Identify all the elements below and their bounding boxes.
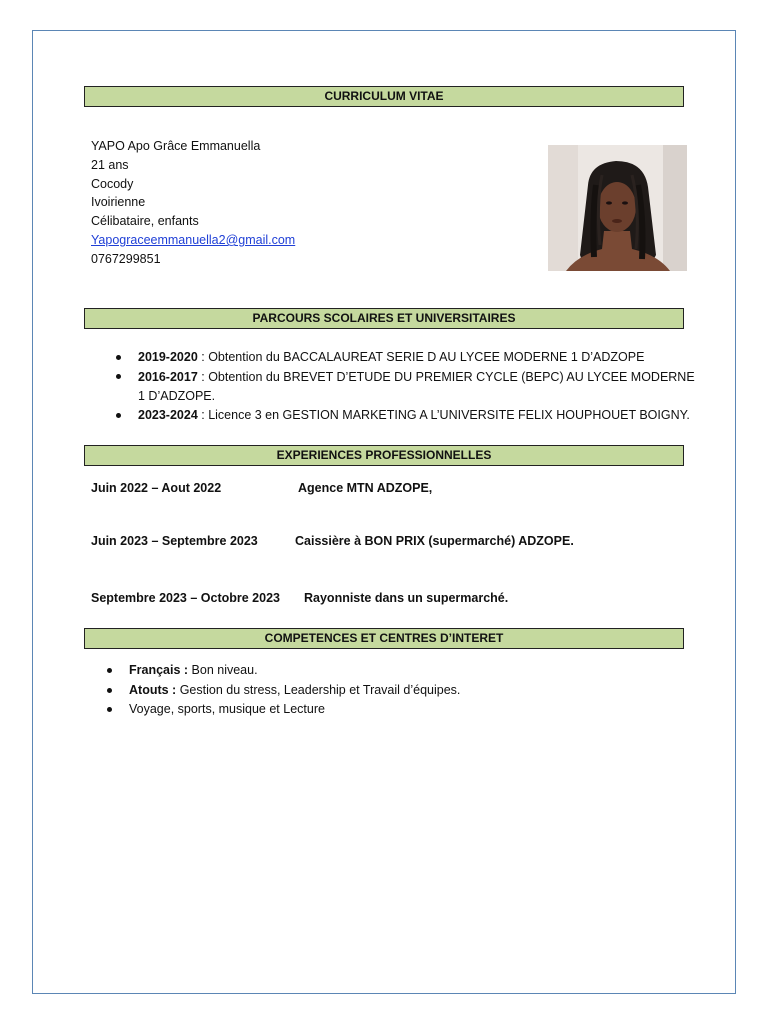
skill-item: Atouts : Gestion du stress, Leadership et Travail d’équipes. bbox=[129, 683, 461, 697]
phone: 0767299851 bbox=[91, 252, 161, 266]
skills-section-bar: COMPETENCES ET CENTRES D’INTERET bbox=[84, 628, 684, 649]
education-section-bar: PARCOURS SCOLAIRES ET UNIVERSITAIRES bbox=[84, 308, 684, 329]
bullet-icon bbox=[116, 413, 121, 418]
city: Cocody bbox=[91, 177, 134, 191]
nationality: Ivoirienne bbox=[91, 195, 146, 209]
bullet-icon bbox=[107, 668, 112, 673]
experience-period: Septembre 2023 – Octobre 2023 bbox=[91, 591, 280, 605]
experience-role: Agence MTN ADZOPE, bbox=[298, 481, 433, 495]
bullet-icon bbox=[116, 374, 121, 379]
cv-title-bar: CURRICULUM VITAE bbox=[84, 86, 684, 107]
experience-period: Juin 2023 – Septembre 2023 bbox=[91, 534, 258, 548]
skill-item: Français : Bon niveau. bbox=[129, 663, 258, 677]
education-item: 2019-2020 : Obtention du BACCALAUREAT SERIE D AU LYCEE MODERNE 1 D’ADZOPE bbox=[138, 350, 645, 364]
age: 21 ans bbox=[91, 158, 129, 172]
marital-status: Célibataire, enfants bbox=[91, 214, 199, 228]
experience-role: Caissière à BON PRIX (supermarché) ADZOPE. bbox=[295, 534, 574, 548]
education-item: 2023-2024 : Licence 3 en GESTION MARKETING A L’UNIVERSITE FELIX HOUPHOUET BOIGNY. bbox=[138, 408, 690, 422]
skill-item: Voyage, sports, musique et Lecture bbox=[129, 702, 325, 716]
bullet-icon bbox=[107, 707, 112, 712]
experience-period: Juin 2022 – Aout 2022 bbox=[91, 481, 222, 495]
education-item: 2016-2017 : Obtention du BREVET D’ETUDE DU PREMIER CYCLE (BEPC) AU LYCEE MODERNE bbox=[138, 370, 695, 384]
name: YAPO Apo Grâce Emmanuella bbox=[91, 139, 261, 153]
profile-photo bbox=[548, 145, 687, 271]
experience-role: Rayonniste dans un supermarché. bbox=[304, 591, 509, 605]
bullet-icon bbox=[107, 688, 112, 693]
bullet-icon bbox=[116, 355, 121, 360]
education-item-continuation: 1 D’ADZOPE. bbox=[138, 389, 216, 403]
experience-section-bar: EXPERIENCES PROFESSIONNELLES bbox=[84, 445, 684, 466]
email-link[interactable]: Yapograceemmanuella2@gmail.com bbox=[91, 233, 296, 247]
